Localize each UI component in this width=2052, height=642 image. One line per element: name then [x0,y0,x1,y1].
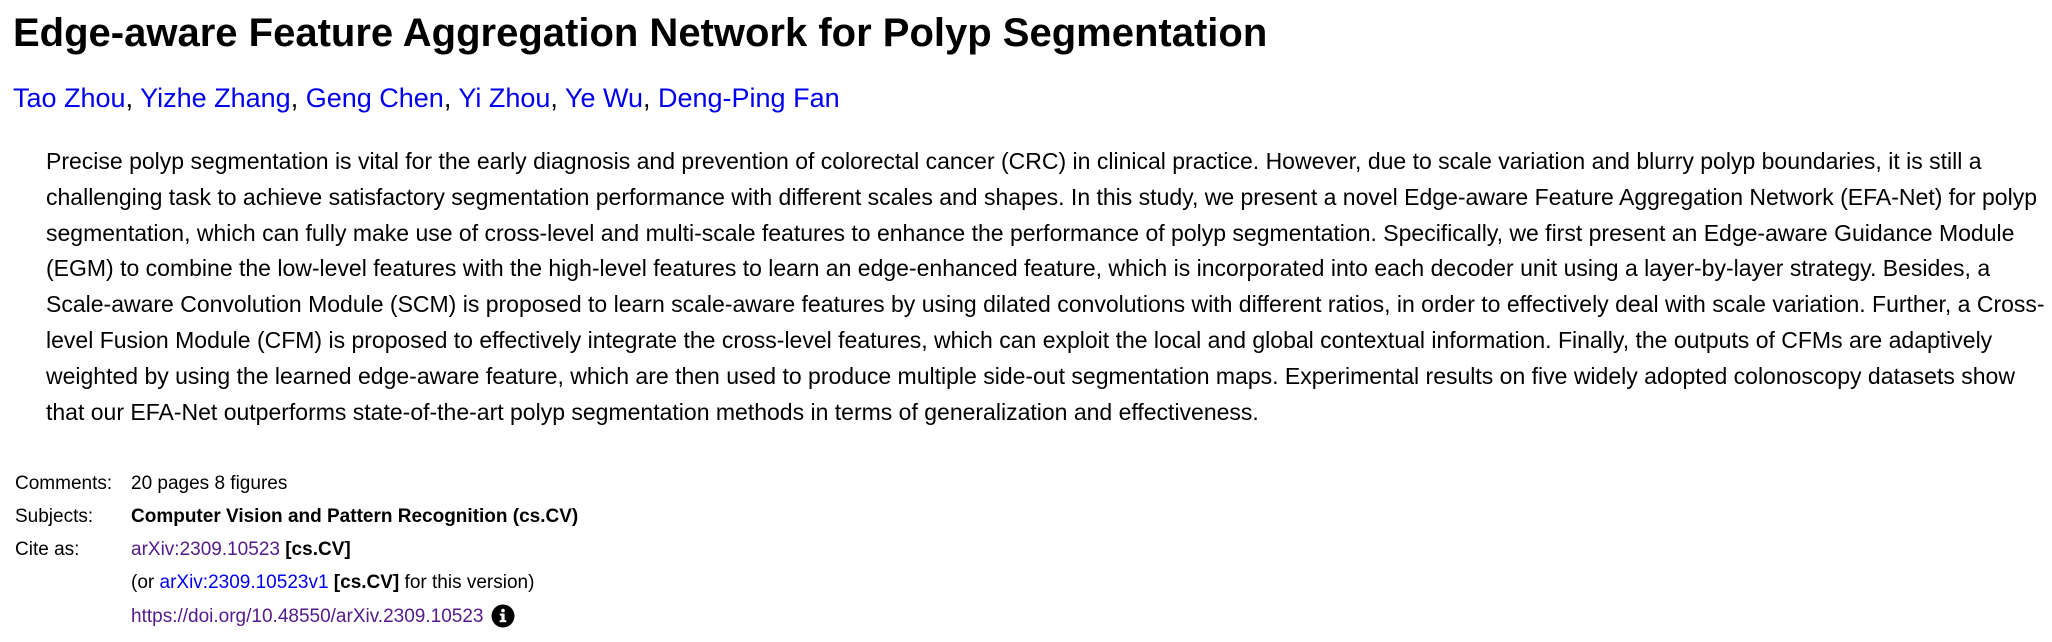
author-separator: , [642,83,658,113]
author-link[interactable]: Yi Zhou [458,83,551,113]
author-link[interactable]: Yizhe Zhang [140,83,291,113]
doi-link[interactable]: https://doi.org/10.48550/arXiv.2309.10523 [131,605,484,627]
info-icon[interactable] [491,604,515,628]
version-suffix: for this version) [399,571,535,593]
author-link[interactable]: Tao Zhou [13,83,126,113]
arxiv-id-link[interactable]: arXiv:2309.10523 [131,538,280,560]
author-link[interactable]: Ye Wu [564,83,643,113]
arxiv-category: [cs.CV] [285,538,351,560]
author-separator: , [290,83,306,113]
version-prefix: (or [131,571,160,593]
comments-value: 20 pages 8 figures [131,472,288,494]
author-link[interactable]: Deng-Ping Fan [658,83,840,113]
doi-label-spacer [15,599,131,632]
author-list [13,80,840,116]
version-label-spacer [15,566,131,599]
subjects-row [15,500,578,533]
author-separator: , [550,83,565,113]
subjects-value: Computer Vision and Pattern Recognition (cs.CV) [131,505,579,527]
author-separator: , [443,83,459,113]
cite-as-row [15,533,578,566]
cite-as-value [131,533,578,566]
arxiv-version-link[interactable]: arXiv:2309.10523v1 [159,571,329,593]
version-value [131,566,578,599]
cite-as-label: Cite as: [15,538,80,560]
paper-title: Edge-aware Feature Aggregation Network for Polyp Segmentation [13,11,1268,55]
author-link[interactable]: Geng Chen [305,83,444,113]
version-row [15,566,578,599]
comments-row [15,467,578,500]
subjects-label: Subjects: [15,505,94,527]
doi-value [131,599,578,632]
comments-label: Comments: [15,472,113,494]
doi-row [15,599,578,632]
author-separator: , [125,83,141,113]
metadata-table [15,467,578,632]
version-category: [cs.CV] [333,571,400,593]
abstract-text: Precise polyp segmentation is vital for the early diagnosis and prevention of colorectal cancer (CRC) in clinical practice. However, due to scale variation and blurry polyp boundaries, it is still a challenging task to achieve satisfactory segmentation performance with different scales and shapes. In this study, we present a novel Edge-aware Feature Aggregation Network (EFA-Net) for polyp segmentation, which can fully make use of cross-level and multi-scale features to enhance the performance of polyp segmentation. Specifically, we first present an Edge-aware Guidance Module (EGM) to combine the low-level features with the high-level features to learn an edge-enhanced feature, which is incorporated into each decoder unit using a layer-by-layer strategy. Besides, a Scale-aware Convolution Module (SCM) is proposed to learn scale-aware features by using dilated convolutions with different ratios, in order to effectively deal with scale variation. Further, a Cross-level Fusion Module (CFM) is proposed to effectively integrate the cross-level features, which can exploit the local and global contextual information. Finally, the outputs of CFMs are adaptively weighted by using the learned edge-aware feature, which are then used to produce multiple side-out segmentation maps. Experimental results on five widely adopted colonoscopy datasets show that our EFA-Net outperforms state-of-the-art polyp segmentation methods in terms of generalization and effectiveness. [46,148,2045,425]
